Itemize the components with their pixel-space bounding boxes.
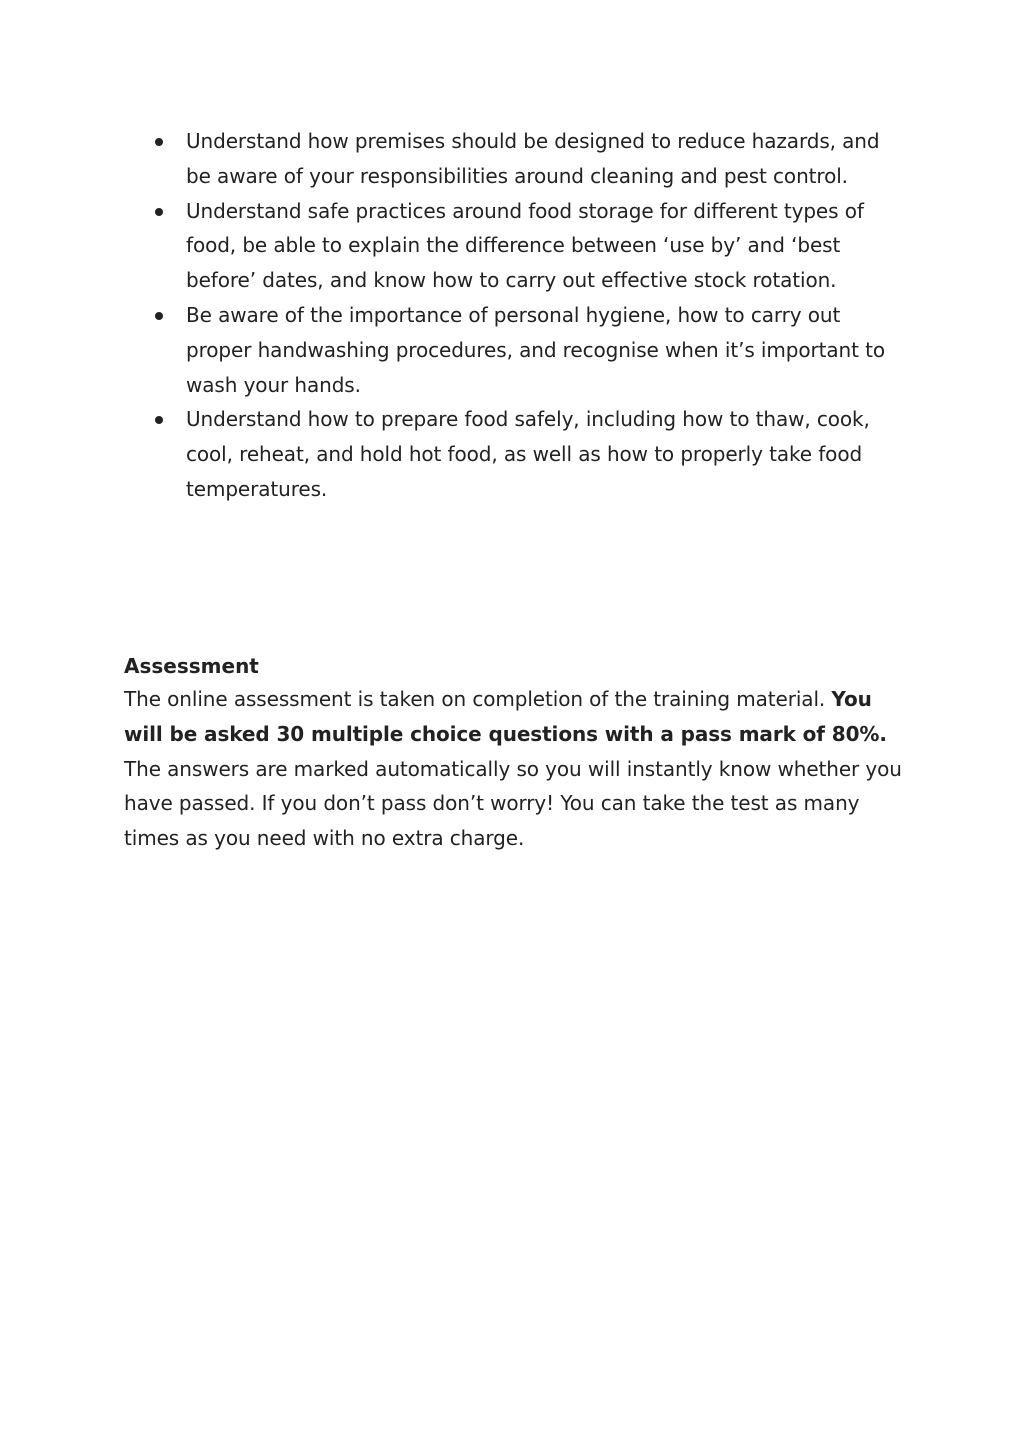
objective-text: Understand safe practices around food storage for different types of food, be able to explain the difference between ‘use by’ and ‘best before’ dates, and know how to carry out effective stock rotation. bbox=[186, 198, 864, 293]
assessment-intro: The online assessment is taken on completion of the training material. bbox=[124, 687, 826, 711]
assessment-heading: Assessment bbox=[124, 654, 259, 678]
bullet-icon bbox=[155, 208, 163, 216]
assessment-details: The answers are marked automatically so you will instantly know whether you have passed. If you don’t pass don’t worry! You can take the test as many times as you need with no extra charge. bbox=[124, 756, 902, 851]
assessment-section bbox=[124, 650, 904, 856]
list-item bbox=[155, 194, 900, 298]
assessment-paragraph bbox=[124, 682, 904, 856]
bullet-icon bbox=[155, 416, 163, 424]
list-item bbox=[155, 124, 900, 194]
bullet-icon bbox=[155, 138, 163, 146]
list-item bbox=[155, 298, 900, 402]
bullet-icon bbox=[155, 312, 163, 320]
list-item bbox=[155, 402, 900, 506]
objective-text: Understand how to prepare food safely, including how to thaw, cook, cool, reheat, and hold hot food, as well as how to properly take food temperatures. bbox=[186, 407, 870, 501]
objective-text: Understand how premises should be designed to reduce hazards, and be aware of your responsibilities around cleaning and pest control. bbox=[186, 129, 880, 188]
assessment-pass-mark: You will be asked 30 multiple choice questions with a pass mark of 80%. bbox=[124, 687, 887, 746]
learning-objectives-list bbox=[155, 124, 900, 507]
objective-text: Be aware of the importance of personal hygiene, how to carry out proper handwashing procedures, and recognise when it’s important to wash your hands. bbox=[186, 302, 885, 397]
